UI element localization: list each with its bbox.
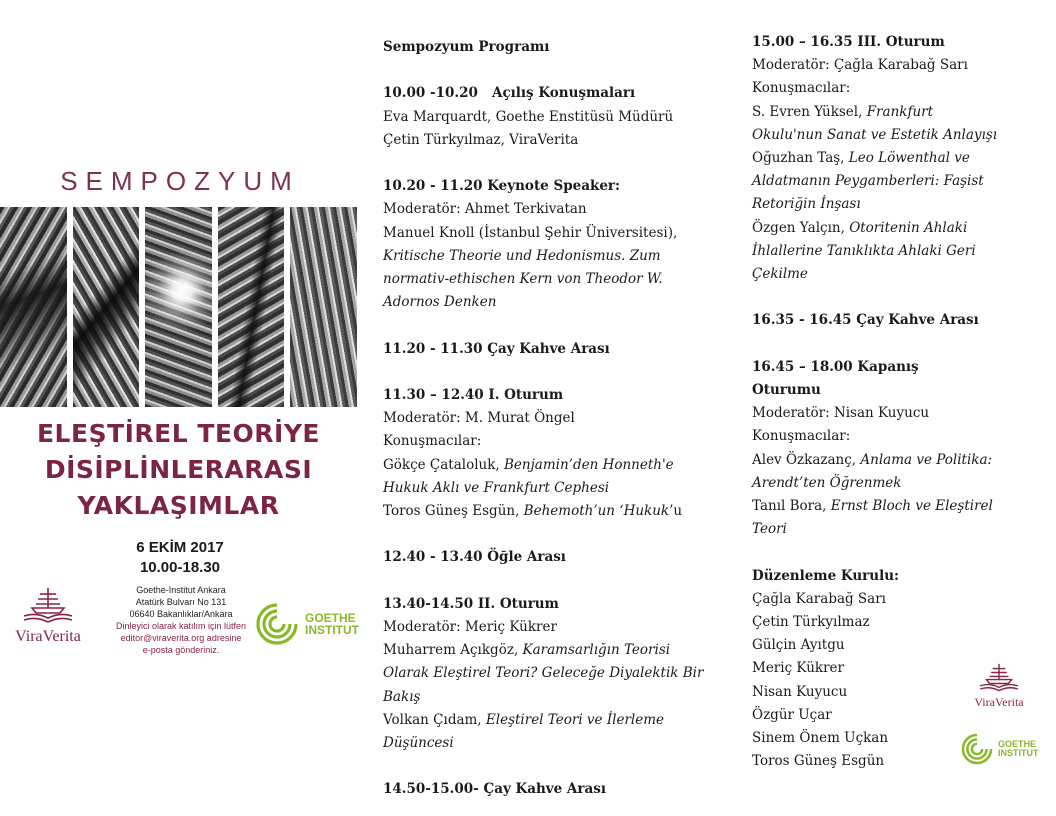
coffee-break-3: 16.35 - 16.45 Çay Kahve Arası <box>752 312 979 329</box>
viraverita-logo-text: ViraVerita <box>15 628 81 645</box>
photo-panel <box>0 207 67 407</box>
photo-panel <box>290 207 357 407</box>
program-heading: Sempozyum Programı <box>383 39 550 55</box>
talk-title-cont: Hukuk Aklı ve Frankfurt Cephesi <box>383 479 610 496</box>
session-3-heading: 15.00 – 16.35 III. Oturum <box>752 34 945 50</box>
talk-title-cont: Olarak Eleştirel Teori? Geleceğe Diyalektik Bir <box>383 665 704 682</box>
event-title-line: DİSİPLİNLERARASI <box>44 455 313 484</box>
goethe-logo-line: GOETHE <box>305 611 356 625</box>
talk-title-cont: Okulu'nun Sanat ve Estetik Anlayışı <box>752 126 998 143</box>
committee-member: Çağla Karabağ Sarı <box>752 590 887 607</box>
talk-title-cont: Arendt’ten Öğrenmek <box>752 474 902 491</box>
closing-speakers-label: Konuşmacılar: <box>752 428 851 445</box>
tree-canopy-photo <box>0 207 357 407</box>
photo-panel <box>73 207 140 407</box>
session-1-talk-2 <box>383 500 728 523</box>
session-2-heading: 13.40-14.50 II. Oturum <box>383 595 559 612</box>
committee-member: Nisan Kuyucu <box>752 683 848 700</box>
session-1-speakers-label: Konuşmacılar: <box>383 433 482 450</box>
coffee-break-1: 11.20 - 11.30 Çay Kahve Arası <box>383 340 610 357</box>
goethe-logo-line: INSTITUT <box>305 623 359 637</box>
ship-book-icon <box>20 586 76 626</box>
talk-speaker: Volkan Çıdam, <box>383 711 486 728</box>
talk-title-cont: Çekilme <box>752 266 808 283</box>
photo-panel <box>218 207 285 407</box>
event-title-line: YAKLAŞIMLAR <box>77 491 280 520</box>
session-1-moderator: Moderatör: M. Murat Öngel <box>383 410 575 427</box>
event-date: 6 EKİM 2017 <box>136 539 224 556</box>
opening-heading <box>383 82 728 105</box>
goethe-institut-logo <box>254 601 359 647</box>
event-time: 10.00-18.30 <box>139 559 221 576</box>
talk-speaker: Oğuzhan Taş, <box>752 150 849 167</box>
session-3-talk-2 <box>752 147 1022 170</box>
committee-member: Toros Güneş Esgün <box>752 753 885 770</box>
talk-title: Anlama ve Politika: <box>860 451 993 468</box>
closing-heading-cont: Oturumu <box>752 382 821 399</box>
goethe-institut-logo-small <box>960 732 1039 766</box>
lunch-break: 12.40 - 13.40 Öğle Arası <box>383 549 566 566</box>
committee-member: Özgür Uçar <box>752 706 832 723</box>
talk-speaker: Muharrem Açıkgöz, <box>383 642 523 659</box>
goethe-spiral-icon <box>960 732 994 766</box>
session-2-talk-1 <box>383 639 728 662</box>
venue-info <box>100 584 262 656</box>
session-1-talk-1 <box>383 454 728 477</box>
talk-title: Eleştirel Teori ve İlerleme <box>485 711 665 728</box>
session-2-talk-2 <box>383 709 728 732</box>
committee-member: Çetin Türkyılmaz <box>752 614 870 631</box>
talk-speaker: Gökçe Çataloluk, <box>383 456 505 473</box>
talk-title: Benjamin’den Honneth'e <box>504 456 674 473</box>
committee-member: Gülçin Ayıtgu <box>752 637 845 654</box>
talk-title-cont: Teori <box>752 521 787 538</box>
event-date-block <box>100 538 260 578</box>
talk-title-cont: Bakış <box>383 688 421 705</box>
goethe-logo-line: GOETHE <box>998 739 1037 749</box>
event-title <box>0 416 357 524</box>
talk-title: Karamsarlığın Teorisi <box>522 642 671 659</box>
keynote-talk-line: normativ-ethischen Kern von Theodor W. <box>383 271 663 287</box>
keynote-talk-line: Adornos Denken <box>383 294 497 311</box>
talk-title: Ernst Bloch ve Eleştirel <box>830 498 993 515</box>
keynote-heading: 10.20 - 11.20 Keynote Speaker: <box>383 178 621 195</box>
closing-talk-1 <box>752 449 1022 472</box>
venue-line: Atatürk Bulvarı No 131 <box>135 597 227 607</box>
session-3-talk-1 <box>752 101 1022 124</box>
registration-note: Dinleyici olarak katılım için lütfen <box>115 621 247 631</box>
venue-line: Goethe-Institut Ankara <box>136 585 226 595</box>
registration-note: editor@viraverita.org adresine <box>120 633 242 643</box>
venue-line: 06640 Bakanlıklar/Ankara <box>129 609 233 619</box>
committee-member: Meriç Kükrer <box>752 660 844 677</box>
opening-title: Açılış Konuşmaları <box>491 85 636 102</box>
viraverita-logo <box>8 586 88 646</box>
viraverita-logo-small <box>962 662 1036 710</box>
closing-moderator: Moderatör: Nisan Kuyucu <box>752 405 930 422</box>
event-title-line: ELEŞTİREL TEORİYE <box>36 419 321 448</box>
keynote-talk-line: Kritische Theorie und Hedonismus. Zum <box>383 247 661 264</box>
committee-heading: Düzenleme Kurulu: <box>752 567 899 584</box>
program-column-1 <box>383 36 728 802</box>
opening-time: 10.00 -10.20 <box>383 85 478 102</box>
talk-title-suffix: ’u <box>669 503 683 519</box>
session-3-speakers-label: Konuşmacılar: <box>752 80 851 97</box>
keynote-moderator: Moderatör: Ahmet Terkivatan <box>383 201 587 218</box>
talk-speaker: Tanıl Bora, <box>752 498 831 515</box>
session-3-talk-3 <box>752 217 1022 240</box>
opening-speaker: Çetin Türkyılmaz, ViraVerita <box>383 131 579 148</box>
goethe-spiral-icon <box>254 601 300 647</box>
talk-title: Frankfurt <box>866 103 934 120</box>
session-2-moderator: Moderatör: Meriç Kükrer <box>383 618 557 635</box>
talk-title: Behemoth’un ‘Hukuk <box>523 503 670 519</box>
closing-heading: 16.45 – 18.00 Kapanış <box>752 358 919 375</box>
talk-title: Otoritenin Ahlaki <box>849 219 968 236</box>
talk-title-cont: Düşüncesi <box>383 735 454 751</box>
talk-speaker: Özgen Yalçın, <box>752 219 850 236</box>
session-3-moderator: Moderatör: Çağla Karabağ Sarı <box>752 57 968 74</box>
opening-speaker: Eva Marquardt, Goethe Enstitüsü Müdürü <box>383 108 674 125</box>
keynote-speaker: Manuel Knoll (İstanbul Şehir Üniversitesi), <box>383 224 678 241</box>
talk-speaker: S. Evren Yüksel, <box>752 103 867 120</box>
talk-speaker: Toros Güneş Esgün, <box>383 503 524 519</box>
coffee-break-2: 14.50-15.00- Çay Kahve Arası <box>383 781 606 798</box>
event-subtitle: SEMPOZYUM <box>60 166 300 196</box>
talk-title: Leo Löwenthal ve <box>848 150 970 167</box>
committee-member: Sinem Önem Uçkan <box>752 730 889 747</box>
viraverita-logo-text: ViraVerita <box>974 695 1024 709</box>
closing-talk-2 <box>752 495 1022 518</box>
ship-book-icon <box>977 662 1021 694</box>
session-1-heading: 11.30 – 12.40 I. Oturum <box>383 386 564 403</box>
photo-panel <box>145 207 212 407</box>
talk-title-cont: Retoriğin İnşası <box>752 196 861 213</box>
talk-title-cont: İhlallerine Tanıklıkta Ahlaki Geri <box>752 242 976 259</box>
registration-note: e-posta gönderiniz. <box>142 645 220 655</box>
goethe-logo-line: INSTITUT <box>998 748 1039 758</box>
talk-title-cont: Aldatmanın Peygamberleri: Faşist <box>752 173 984 190</box>
talk-speaker: Alev Özkazanç, <box>752 451 861 468</box>
